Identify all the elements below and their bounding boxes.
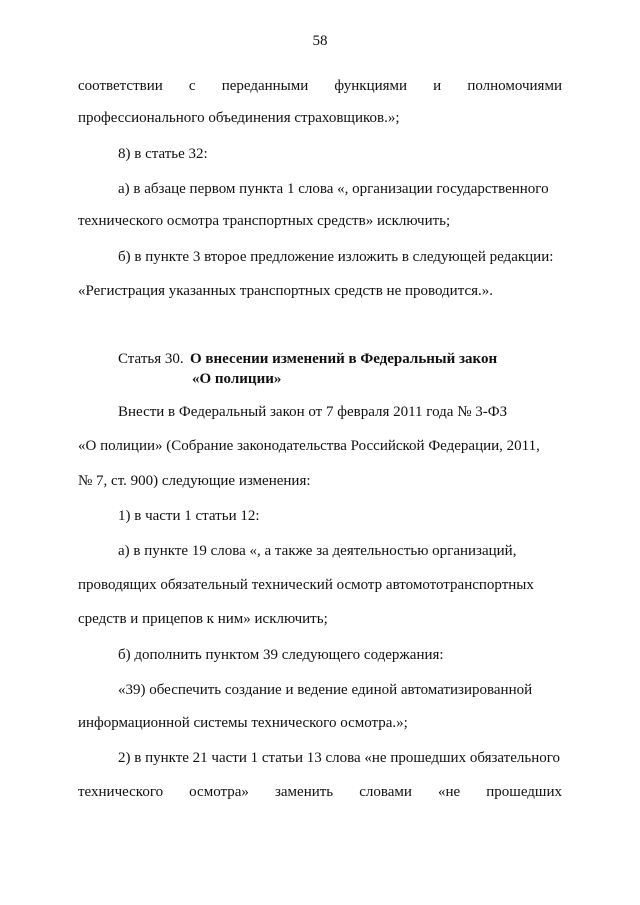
text-line-7: «Регистрация указанных транспортных средств не проводится.». [78,283,494,299]
text-line-3: 8) в статье 32: [118,146,208,162]
text-line-1 [78,77,562,95]
text-line-11: 1) в части 1 статьи 12: [118,508,260,524]
word: функциями [334,78,408,94]
text-line-10: № 7, ст. 900) следующие изменения: [78,473,311,489]
text-line-6: б) в пункте 3 второе предложение изложить в следующей редакции: [118,249,554,265]
word: «не [438,784,461,800]
text-line-9: «О полиции» (Собрание законодательства Российской Федерации, 2011, [78,438,540,454]
text-line-15: б) дополнить пунктом 39 следующего содержания: [118,647,444,663]
word: заменить [274,784,334,800]
text-line-8: Внести в Федеральный закон от 7 февраля 2011 года № 3-ФЗ [118,404,508,420]
text-line-13: проводящих обязательный технический осмотр автомототранспортных [78,577,534,593]
word: словами [359,784,412,800]
text-line-17: информационной системы технического осмотра.»; [78,715,408,731]
word: соответствии [78,78,163,94]
word: и [433,78,442,94]
word: переданными [221,78,309,94]
word: технического [78,784,164,800]
word: осмотра» [189,784,249,800]
text-line-5: технического осмотра транспортных средств» исключить; [78,213,451,229]
article-title-continued: «О полиции» [192,371,282,387]
text-line-2: профессионального объединения страховщиков.»; [78,110,400,126]
article-number: Статья 30. [118,351,184,367]
word: с [188,78,196,94]
text-line-12: а) в пункте 19 слова «, а также за деятельностью организаций, [118,543,517,559]
text-line-18: 2) в пункте 21 части 1 статьи 13 слова «не прошедших обязательного [118,750,561,766]
text-line-19 [78,783,562,801]
text-line-14: средств и прицепов к ним» исключить; [78,611,328,627]
word: прошедших [486,784,562,800]
article-heading [118,350,562,368]
page-number: 58 [312,33,328,49]
text-line-4: а) в абзаце первом пункта 1 слова «, организации государственного [118,181,549,197]
article-title: О внесении изменений в Федеральный закон [190,351,498,367]
word: полномочиями [467,78,562,94]
text-line-16: «39) обеспечить создание и ведение единой автоматизированной [118,682,533,698]
